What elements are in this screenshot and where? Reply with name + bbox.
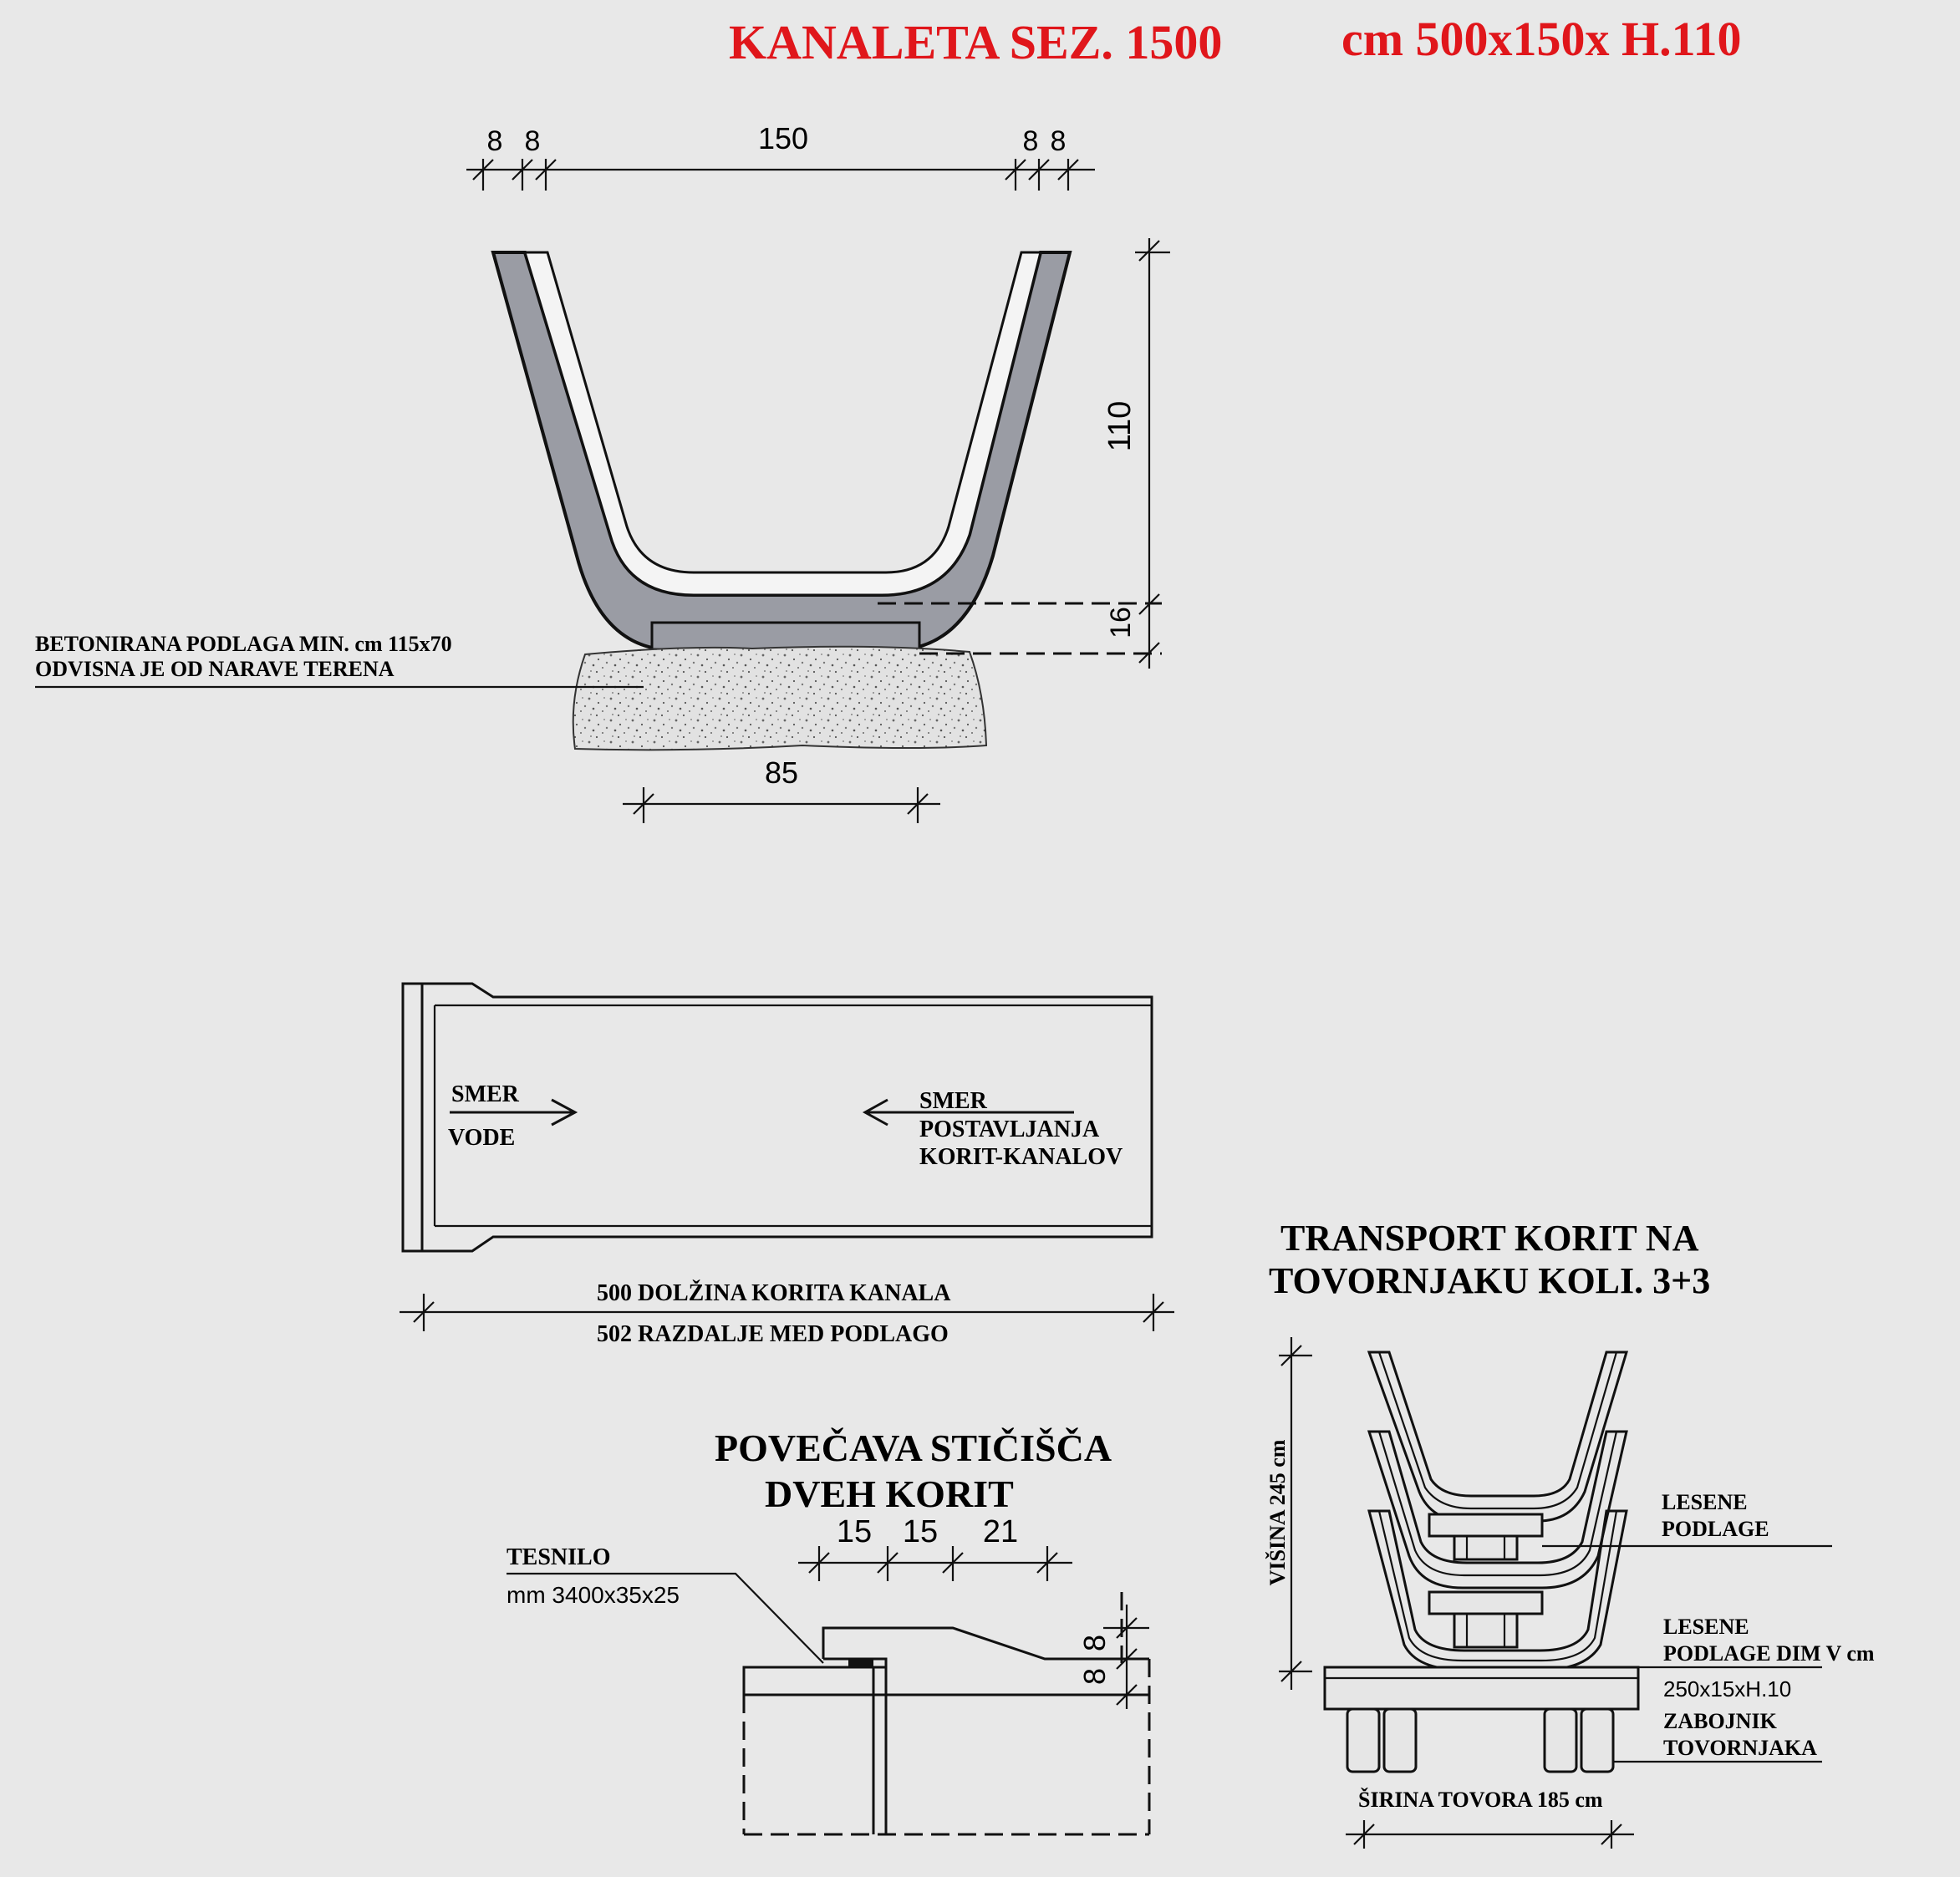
- channel-cross-section: [35, 121, 1170, 823]
- transport-height-label: VIŠINA 245 cm: [1265, 1439, 1290, 1586]
- seal-label: TESNILO: [507, 1544, 611, 1570]
- drawing-dimensions-title: cm 500x150x H.110: [1341, 12, 1742, 66]
- transport-detail: [1265, 1218, 1875, 1849]
- wood-support-lower: [1429, 1592, 1542, 1614]
- truck-wheel-2: [1384, 1709, 1416, 1772]
- channel-plan-view: [400, 984, 1174, 1347]
- transport-title-line2: TOVORNJAKU KOLI. 3+3: [1269, 1260, 1711, 1301]
- dim-top-3: 150: [757, 121, 809, 155]
- wood-dim-value: 250x15xH.10: [1663, 1676, 1792, 1702]
- install-direction-label-2: POSTAVLJANJA: [919, 1117, 1100, 1142]
- joint-lower-channel: [744, 1667, 886, 1695]
- joint-dim-v-1: 8: [1077, 1634, 1112, 1652]
- wood-supports-label-1: LESENE: [1662, 1490, 1748, 1514]
- load-width-label: ŠIRINA TOVORA 185 cm: [1358, 1788, 1603, 1812]
- flow-direction-label-2: VODE: [448, 1125, 516, 1151]
- truck-wheel-4: [1581, 1709, 1613, 1772]
- joint-detail: [507, 1427, 1149, 1834]
- dim-foundation-width: 85: [764, 755, 799, 790]
- length-label: 500 DOLŽINA KORITA KANALA: [597, 1280, 951, 1306]
- wood-support-upper-block: [1454, 1536, 1517, 1559]
- channel-base: [652, 623, 919, 649]
- joint-dim-v-2: 8: [1077, 1667, 1112, 1686]
- wood-support-upper: [1429, 1514, 1542, 1536]
- concrete-foundation: [573, 647, 986, 750]
- joint-dim-2: 15: [902, 1514, 939, 1549]
- transport-title-line1: TRANSPORT KORIT NA: [1280, 1218, 1699, 1259]
- drawing-title: KANALETA SEZ. 1500: [729, 15, 1223, 69]
- spacing-label: 502 RAZDALJE MED PODLAGO: [597, 1321, 949, 1347]
- flow-direction-label-1: SMER: [451, 1081, 519, 1107]
- joint-title-line2: DVEH KORIT: [765, 1473, 1014, 1515]
- foundation-label-line1: BETONIRANA PODLAGA MIN. cm 115x70: [35, 632, 452, 656]
- seal-size-label: mm 3400x35x25: [507, 1582, 680, 1608]
- dim-top-2: 8: [524, 125, 541, 157]
- joint-dim-1: 15: [836, 1514, 873, 1549]
- wood-dim-label-1: LESENE: [1663, 1615, 1749, 1639]
- joint-title-line1: POVEČAVA STIČIŠČA: [715, 1427, 1112, 1469]
- truck-container-label-2: TOVORNJAKA: [1663, 1736, 1817, 1760]
- install-direction-label-1: SMER: [919, 1088, 987, 1114]
- seal-strip: [848, 1658, 873, 1667]
- truck-wheel-1: [1347, 1709, 1379, 1772]
- dim-base-thickness: 16: [1105, 607, 1137, 638]
- wood-support-lower-block: [1454, 1614, 1517, 1647]
- truck-wheel-3: [1545, 1709, 1576, 1772]
- wood-dim-label-2: PODLAGE DIM V cm: [1663, 1641, 1875, 1666]
- dim-height: 110: [1102, 400, 1138, 452]
- stacked-channel-middle: [1369, 1432, 1627, 1588]
- install-direction-label-3: KORIT-KANALOV: [919, 1144, 1123, 1170]
- dim-top-4: 8: [1022, 125, 1039, 157]
- foundation-label-line2: ODVISNA JE OD NARAVE TERENA: [35, 657, 395, 681]
- dim-top-5: 8: [1050, 125, 1067, 157]
- wood-supports-label-2: PODLAGE: [1662, 1517, 1769, 1541]
- dim-top-1: 8: [486, 125, 503, 157]
- joint-dim-3: 21: [982, 1514, 1019, 1549]
- truck-platform: [1325, 1667, 1638, 1709]
- truck-container-label-1: ZABOJNIK: [1663, 1709, 1777, 1733]
